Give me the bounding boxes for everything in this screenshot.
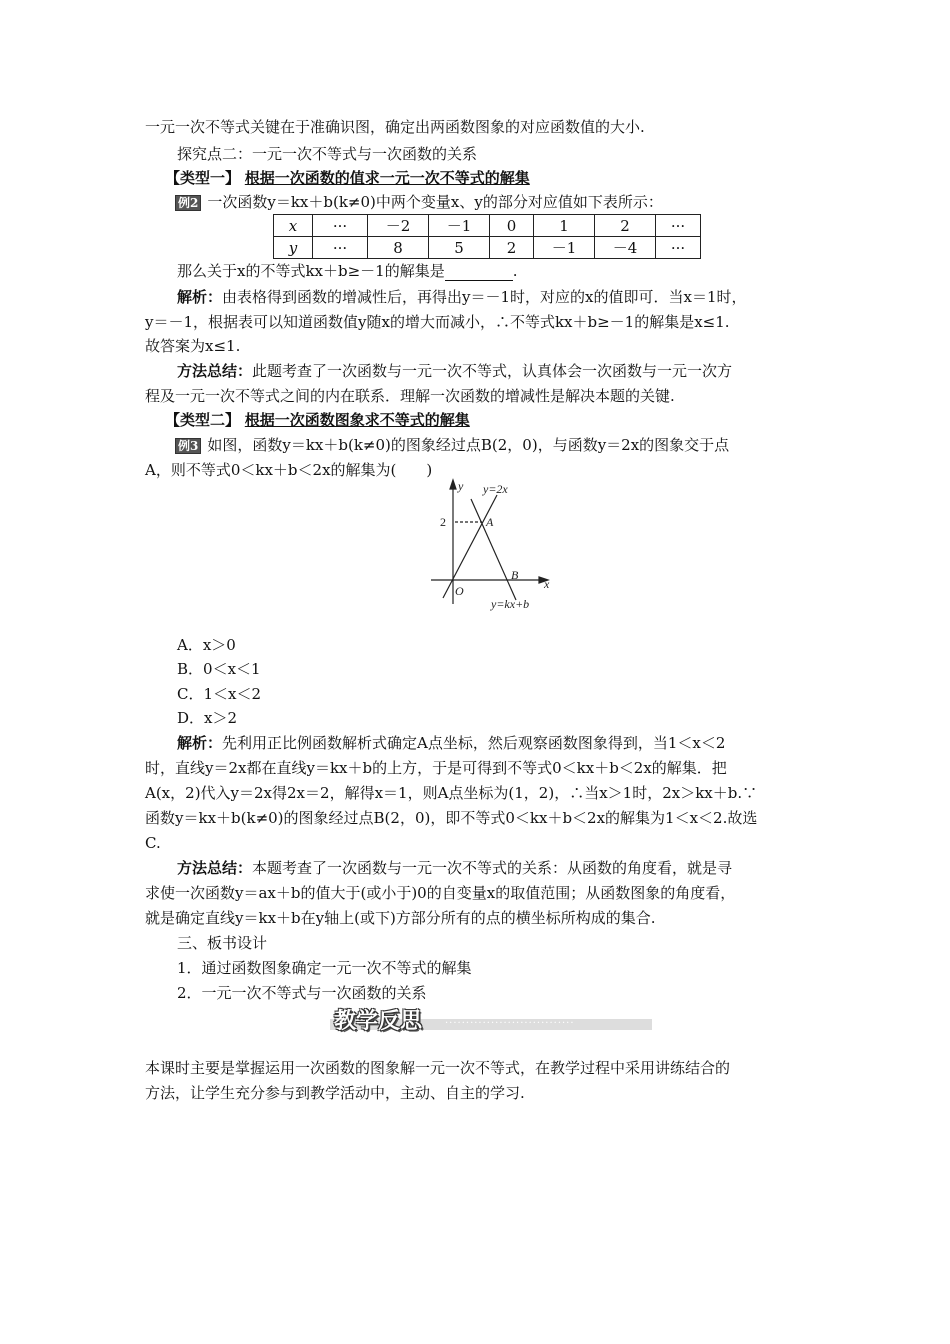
table-cell: ··· bbox=[656, 237, 701, 259]
board-heading: 三、板书设计 bbox=[177, 934, 268, 952]
origin-label: O bbox=[455, 584, 464, 598]
question-line: A，则不等式0＜kx＋b＜2x的解集为( ) bbox=[145, 461, 433, 479]
summary-text: 本题考查了一次函数与一元一次不等式的关系：从函数的角度看，就是寻 bbox=[252, 859, 733, 877]
example-tag: 例2 bbox=[175, 195, 201, 211]
table-cell: 2 bbox=[595, 215, 656, 237]
reflection-banner bbox=[330, 1006, 652, 1034]
summary-label: 方法总结： bbox=[177, 859, 253, 877]
summary-line: 程及一元一次不等式之间的内在联系．理解一次函数的增减性是解决本题的关键. bbox=[145, 387, 675, 405]
analysis-line bbox=[177, 733, 725, 753]
table-cell: －2 bbox=[368, 215, 429, 237]
line-label-2x: y=2x bbox=[483, 482, 508, 496]
type2-label: 【类型二】 bbox=[165, 411, 241, 429]
board-item: 1．通过函数图象确定一元一次不等式的解集 bbox=[177, 959, 472, 977]
summary-line: 就是确定直线y＝kx＋b在y轴上(或下)方部分所有的点的横坐标所构成的集合. bbox=[145, 909, 656, 927]
option-c: C．1＜x＜2 bbox=[177, 685, 262, 703]
table-cell: y bbox=[274, 237, 313, 259]
y-axis-label: y bbox=[458, 479, 464, 493]
y-axis-arrow-icon bbox=[450, 480, 456, 489]
table-cell: x bbox=[274, 215, 313, 237]
line-y-kx-b bbox=[471, 499, 516, 600]
table-cell: ··· bbox=[313, 215, 368, 237]
table-cell: －4 bbox=[595, 237, 656, 259]
reflection-text: 本课时主要是掌握运用一次函数的图象解一元一次不等式，在教学过程中采用讲练结合的 bbox=[145, 1059, 731, 1077]
summary-line bbox=[177, 858, 732, 878]
option-b: B．0＜x＜1 bbox=[177, 660, 261, 678]
board-item: 2．一元一次不等式与一次函数的关系 bbox=[177, 984, 427, 1002]
table-cell: 8 bbox=[368, 237, 429, 259]
analysis-line: C. bbox=[145, 834, 161, 852]
type1-label: 【类型一】 bbox=[165, 169, 241, 187]
analysis-line: y＝－1，根据表可以知道函数值y随x的增大而减小，∴不等式kx＋b≥－1的解集是x≤1. bbox=[145, 313, 730, 331]
reflection-text: 方法，让学生充分参与到教学活动中，主动、自主的学习. bbox=[145, 1084, 525, 1102]
question-text: 一次函数y＝kx＋b(k≠0)中两个变量x、y的部分对应值如下表所示： bbox=[207, 193, 663, 211]
table-cell: 0 bbox=[490, 215, 534, 237]
analysis-label: 解析： bbox=[177, 734, 223, 752]
example-tag: 例3 bbox=[175, 438, 201, 454]
reflection-title: 教学反思 bbox=[334, 1008, 423, 1034]
table-cell: －1 bbox=[429, 215, 490, 237]
table-cell: ··· bbox=[313, 237, 368, 259]
table-cell: －1 bbox=[534, 237, 595, 259]
option-d: D．x＞2 bbox=[177, 709, 238, 727]
table-cell: 5 bbox=[429, 237, 490, 259]
analysis-line: 函数y＝kx＋b(k≠0)的图象经过点B(2，0)，即不等式0＜kx＋b＜2x的解集为1＜x＜2.故选 bbox=[145, 809, 758, 827]
analysis-line: 故答案为x≤1. bbox=[145, 337, 241, 355]
banner-dots: ······························· bbox=[445, 1018, 575, 1029]
summary-text: 此题考查了一次函数与一元一次不等式，认真体会一次函数与一元一次方 bbox=[252, 362, 733, 380]
tick-label-2: 2 bbox=[440, 515, 446, 529]
type1-title: 根据一次函数的值求一元一次不等式的解集 bbox=[244, 169, 530, 187]
question-text: 如图，函数y＝kx＋b(k≠0)的图象经过点B(2，0)，与函数y＝2x的图象交于点 bbox=[207, 436, 730, 454]
ask-text: 那么关于x的不等式kx＋b≥－1的解集是 bbox=[177, 262, 445, 280]
analysis-label: 解析： bbox=[177, 288, 223, 306]
line-label-kxb: y=kx+b bbox=[491, 597, 530, 611]
analysis-text: 先利用正比例函数解析式确定A点坐标，然后观察函数图象得到，当1＜x＜2 bbox=[222, 734, 726, 752]
x-axis-label: x bbox=[544, 577, 550, 591]
option-a: A．x＞0 bbox=[177, 636, 236, 654]
analysis-line: A(x，2)代入y＝2x得2x＝2，解得x＝1，则A点坐标为(1，2)，∴当x＞1时，2x＞kx＋b.∵ bbox=[145, 784, 758, 802]
type2-title: 根据一次函数图象求不等式的解集 bbox=[244, 411, 470, 429]
analysis-text: 由表格得到函数的增减性后，再得出y＝－1时，对应的x的值即可．当x＝1时， bbox=[222, 288, 747, 306]
summary-label: 方法总结： bbox=[177, 362, 253, 380]
point-a-label: A bbox=[486, 515, 494, 529]
table-cell: 2 bbox=[490, 237, 534, 259]
section-heading: 探究点二：一元一次不等式与一次函数的关系 bbox=[177, 145, 478, 163]
ask-end: . bbox=[512, 262, 518, 280]
point-b-label: B bbox=[511, 568, 519, 582]
line-y-2x bbox=[443, 495, 497, 598]
summary-line: 求使一次函数y＝ax＋b的值大于(或小于)0的自变量x的取值范围；从函数图象的角度看， bbox=[145, 884, 736, 902]
table-cell: ··· bbox=[656, 215, 701, 237]
intro-text: 一元一次不等式关键在于准确识图，确定出两函数图象的对应函数值的大小. bbox=[145, 118, 645, 136]
table-cell: 1 bbox=[534, 215, 595, 237]
analysis-line: 时，直线y＝2x都在直线y＝kx＋b的上方，于是可得到不等式0＜kx＋b＜2x的解集．把 bbox=[145, 759, 727, 777]
